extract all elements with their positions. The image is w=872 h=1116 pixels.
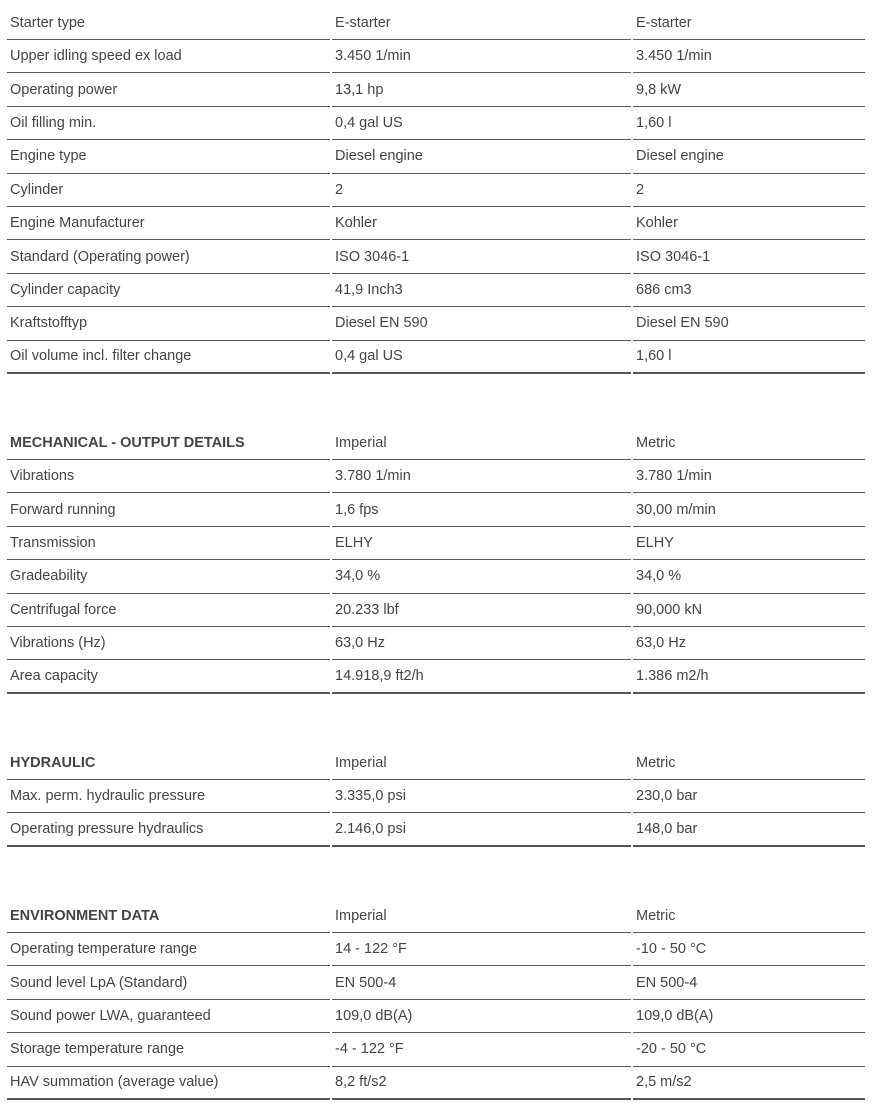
metric-value: 90,000 kN: [633, 594, 865, 627]
imperial-value: Diesel engine: [332, 140, 631, 173]
spec-label: Gradeability: [7, 560, 330, 593]
imperial-value: -4 - 122 °F: [332, 1033, 631, 1066]
metric-value: 109,0 dB(A): [633, 1000, 865, 1033]
imperial-value: 8,2 ft/s2: [332, 1067, 631, 1100]
spec-label: Operating pressure hydraulics: [7, 813, 330, 846]
table-row: [7, 240, 865, 273]
table-row: [7, 341, 865, 374]
metric-value: Kohler: [633, 207, 865, 240]
spec-label: Upper idling speed ex load: [7, 40, 330, 73]
metric-value: -20 - 50 °C: [633, 1033, 865, 1066]
imperial-value: Diesel EN 590: [332, 307, 631, 340]
table-row: [7, 174, 865, 207]
imperial-value: ISO 3046-1: [332, 240, 631, 273]
imperial-value: Kohler: [332, 207, 631, 240]
section-title: MECHANICAL - OUTPUT DETAILS: [7, 427, 330, 460]
metric-value: 686 cm3: [633, 274, 865, 307]
spec-label: HAV summation (average value): [7, 1067, 330, 1100]
spec-label: Operating power: [7, 73, 330, 106]
spec-label: Kraftstofftyp: [7, 307, 330, 340]
spec-label: Standard (Operating power): [7, 240, 330, 273]
table-row: [7, 40, 865, 73]
table-header-row: [7, 900, 865, 933]
table-row: [7, 560, 865, 593]
table-row: [7, 73, 865, 106]
imperial-value: 2: [332, 174, 631, 207]
spec-label: Area capacity: [7, 660, 330, 693]
hydraulic-table: [7, 747, 865, 847]
imperial-value: ELHY: [332, 527, 631, 560]
metric-value: 3.780 1/min: [633, 460, 865, 493]
metric-column-header: Metric: [633, 747, 865, 780]
imperial-value: 2.146,0 psi: [332, 813, 631, 846]
metric-value: 34,0 %: [633, 560, 865, 593]
table-header-row: [7, 427, 865, 460]
metric-value: 30,00 m/min: [633, 493, 865, 526]
spec-label: Engine Manufacturer: [7, 207, 330, 240]
table-row: [7, 1033, 865, 1066]
imperial-value: 109,0 dB(A): [332, 1000, 631, 1033]
imperial-value: E-starter: [332, 7, 631, 40]
table-row: [7, 813, 865, 846]
metric-value: 1.386 m2/h: [633, 660, 865, 693]
table-row: [7, 274, 865, 307]
metric-column-header: Metric: [633, 900, 865, 933]
section-title: ENVIRONMENT DATA: [7, 900, 330, 933]
imperial-value: 13,1 hp: [332, 73, 631, 106]
table-row: [7, 966, 865, 999]
table-row: [7, 594, 865, 627]
imperial-value: 0,4 gal US: [332, 341, 631, 374]
spec-label: Vibrations (Hz): [7, 627, 330, 660]
spec-label: Operating temperature range: [7, 933, 330, 966]
metric-value: 2: [633, 174, 865, 207]
imperial-value: 41,9 Inch3: [332, 274, 631, 307]
spec-label: Oil filling min.: [7, 107, 330, 140]
table-row: [7, 1067, 865, 1100]
metric-value: E-starter: [633, 7, 865, 40]
imperial-value: EN 500-4: [332, 966, 631, 999]
metric-value: 9,8 kW: [633, 73, 865, 106]
spec-label: Sound power LWA, guaranteed: [7, 1000, 330, 1033]
imperial-value: 14 - 122 °F: [332, 933, 631, 966]
imperial-value: 34,0 %: [332, 560, 631, 593]
imperial-column-header: Imperial: [332, 900, 631, 933]
metric-value: 63,0 Hz: [633, 627, 865, 660]
imperial-column-header: Imperial: [332, 747, 631, 780]
spec-label: Forward running: [7, 493, 330, 526]
spec-label: Transmission: [7, 527, 330, 560]
spec-label: Cylinder capacity: [7, 274, 330, 307]
spec-label: Sound level LpA (Standard): [7, 966, 330, 999]
table-row: [7, 933, 865, 966]
metric-value: ISO 3046-1: [633, 240, 865, 273]
metric-value: ELHY: [633, 527, 865, 560]
metric-column-header: Metric: [633, 427, 865, 460]
metric-value: Diesel EN 590: [633, 307, 865, 340]
table-row: [7, 107, 865, 140]
metric-value: 1,60 l: [633, 107, 865, 140]
environment-data-table: [7, 900, 865, 1100]
imperial-value: 14.918,9 ft2/h: [332, 660, 631, 693]
spec-label: Engine type: [7, 140, 330, 173]
table-row: [7, 660, 865, 693]
table-row: [7, 627, 865, 660]
table-row: [7, 493, 865, 526]
spec-label: Oil volume incl. filter change: [7, 341, 330, 374]
spec-label: Storage temperature range: [7, 1033, 330, 1066]
table-row: [7, 780, 865, 813]
mechanical-output-table: [7, 427, 865, 694]
metric-value: 230,0 bar: [633, 780, 865, 813]
spec-label: Max. perm. hydraulic pressure: [7, 780, 330, 813]
spec-label: Centrifugal force: [7, 594, 330, 627]
metric-value: 3.450 1/min: [633, 40, 865, 73]
imperial-value: 3.335,0 psi: [332, 780, 631, 813]
metric-value: 1,60 l: [633, 341, 865, 374]
table-row: [7, 140, 865, 173]
imperial-value: 3.450 1/min: [332, 40, 631, 73]
metric-value: 2,5 m/s2: [633, 1067, 865, 1100]
engine-specs-table: [7, 7, 865, 374]
metric-value: EN 500-4: [633, 966, 865, 999]
table-row: [7, 1000, 865, 1033]
imperial-value: 1,6 fps: [332, 493, 631, 526]
table-row: [7, 207, 865, 240]
table-header-row: [7, 747, 865, 780]
table-row: [7, 7, 865, 40]
table-row: [7, 307, 865, 340]
table-row: [7, 460, 865, 493]
imperial-value: 63,0 Hz: [332, 627, 631, 660]
table-row: [7, 527, 865, 560]
metric-value: Diesel engine: [633, 140, 865, 173]
metric-value: -10 - 50 °C: [633, 933, 865, 966]
imperial-value: 0,4 gal US: [332, 107, 631, 140]
imperial-column-header: Imperial: [332, 427, 631, 460]
spec-label: Cylinder: [7, 174, 330, 207]
spec-label: Vibrations: [7, 460, 330, 493]
imperial-value: 20.233 lbf: [332, 594, 631, 627]
section-title: HYDRAULIC: [7, 747, 330, 780]
imperial-value: 3.780 1/min: [332, 460, 631, 493]
spec-label: Starter type: [7, 7, 330, 40]
metric-value: 148,0 bar: [633, 813, 865, 846]
